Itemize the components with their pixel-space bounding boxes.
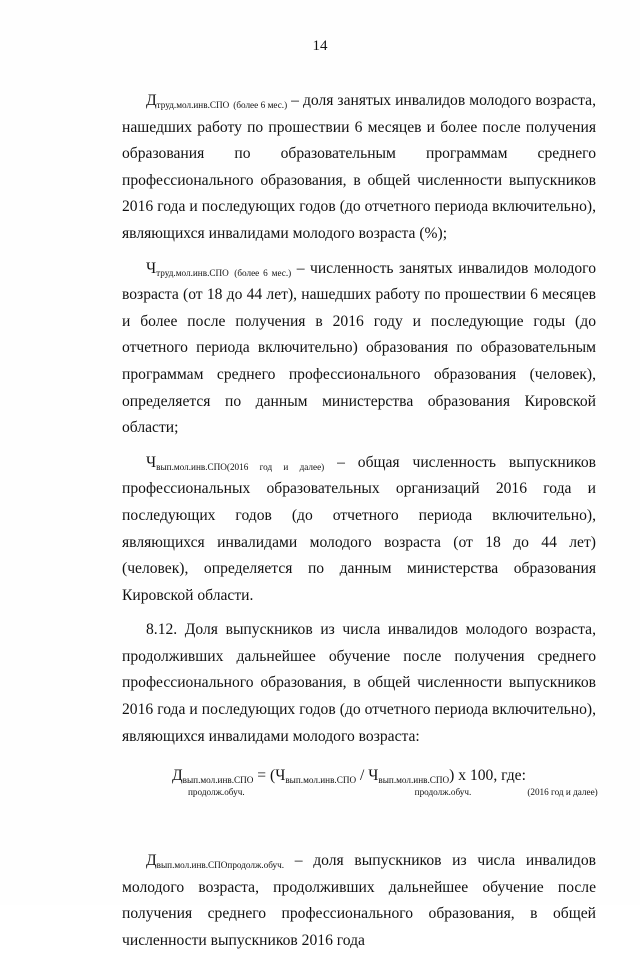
page-number: 14 bbox=[312, 38, 328, 54]
definition-paragraph: Двып.мол.инв.СПОпродолж.обуч. – доля выпускников из числа инвалидов молодого возраста, продолживших дальнейшее обучение после получения среднего профессионального образования, в общей численности выпускников 2016 года bbox=[122, 852, 596, 950]
formula-subscript: (2016 год и далее) bbox=[527, 787, 598, 798]
definition-paragraph: Чтруд.мол.инв.СПО (более 6 мес.) – численность занятых инвалидов молодого возраста (от 18 до 44 лет), нашедших работу по прошествии 6 месяцев и более после получения в 2016 году и последующие годы (до отчетного периода включительно) образования по образовательным программам среднего профессионального образования (человек), определяется по данным министерства образования Кировской области; bbox=[122, 259, 596, 437]
formula: Двып.мол.инв.СПО = (Чвып.мол.инв.СПО / Чвып.мол.инв.СПО) x 100, где: продолж.обуч. продолж.обуч. (2016 год и далее) bbox=[172, 767, 598, 798]
formula-subscript: продолж.обуч. bbox=[188, 787, 245, 798]
definition-paragraph: Дтруд.мол.инв.СПО (более 6 мес.) – доля занятых инвалидов молодого возраста, нашедших работу по прошествии 6 месяцев и более после получения образования по образовательным программам среднего профессионального образования, в общей численности выпускников 2016 года и последующих годов (до отчетного периода включительно), являющихся инвалидами молодого возраста (%); bbox=[122, 92, 596, 242]
section-paragraph: 8.12. Доля выпускников из числа инвалидов молодого возраста, продолживших дальнейшее обучение после получения среднего профессионального образования, в общей численности выпускников 2016 года и последующих годов (до отчетного периода включительно), являющихся инвалидами молодого возраста: bbox=[122, 621, 596, 745]
formula-subscript: продолж.обуч. bbox=[414, 787, 472, 798]
definition-paragraph: Чвып.мол.инв.СПО(2016 год и далее) – общая численность выпускников профессиональных образовательных организаций 2016 года и последующих годов (до отчетного периода включительно), являющихся инвалидами молодого возраста (от 18 до 44 лет) (человек), определяется по данным министерства образования Кировской области. bbox=[122, 453, 596, 604]
document-body bbox=[122, 88, 596, 963]
